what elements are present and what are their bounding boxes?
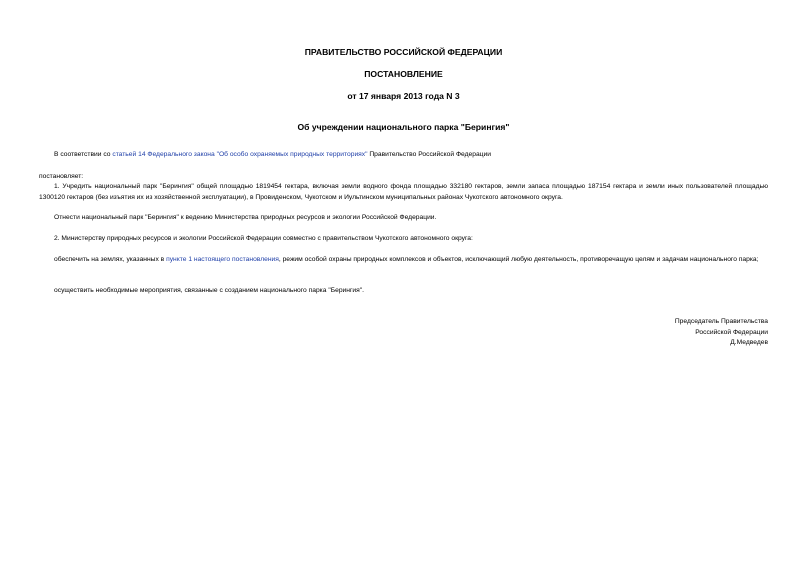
signature-block bbox=[675, 317, 768, 349]
paragraph-text: Правительство Российской Федерации bbox=[367, 151, 491, 158]
clause-link[interactable]: пункте 1 настоящего постановления bbox=[166, 256, 279, 263]
paragraph-text: В соответствии со bbox=[54, 151, 113, 158]
law-article-link[interactable]: статьей 14 Федерального закона "Об особо охраняемых природных территориях" bbox=[112, 151, 368, 158]
paragraph-basis bbox=[39, 150, 768, 161]
document-type: ПОСТАНОВЛЕНИЕ bbox=[364, 69, 443, 79]
paragraph-protection bbox=[39, 255, 768, 266]
paragraph-item-1: 1. Учредить национальный парк "Берингия" общей площадью 1819454 гектара, включая земли водного фонда площадью 332180 гектаров, земли запаса площадью 187154 гектара и земли иных пользователей площадью 1300120 гектаров (без изъятия их из хозяйственной эксплуатации), в Провиденском, Чукотском и Иультинском муниципальных районах Чукотского автономного округа. bbox=[39, 183, 768, 201]
document-date-number: от 17 января 2013 года N 3 bbox=[347, 91, 460, 101]
signer-organization: Российской Федерации bbox=[695, 328, 768, 336]
paragraph-measures: осуществить необходимые мероприятия, связанные с созданием национального парка "Берингия". bbox=[54, 287, 364, 294]
paragraph-text: обеспечить на землях, указанных в bbox=[54, 256, 167, 263]
decides-label: постановляет: bbox=[39, 173, 84, 180]
issuer-heading: ПРАВИТЕЛЬСТВО РОССИЙСКОЙ ФЕДЕРАЦИИ bbox=[304, 47, 503, 57]
paragraph-item-2: 2. Министерству природных ресурсов и экологии Российской Федерации совместно с правительством Чукотского автономного округа: bbox=[54, 235, 473, 242]
signer-position: Председатель Правительства bbox=[674, 318, 768, 325]
paragraph-jurisdiction: Отнести национальный парк "Берингия" к ведению Министерства природных ресурсов и экологии Российской Федерации. bbox=[54, 214, 437, 221]
document-title: Об учреждении национального парка "Берингия" bbox=[297, 122, 510, 132]
signer-name: Д.Медведев bbox=[730, 339, 768, 347]
paragraph-text: , режим особой охраны природных комплексов и объектов, исключающий любую деятельность, противоречащую целям и задачам национального парка; bbox=[278, 256, 759, 263]
